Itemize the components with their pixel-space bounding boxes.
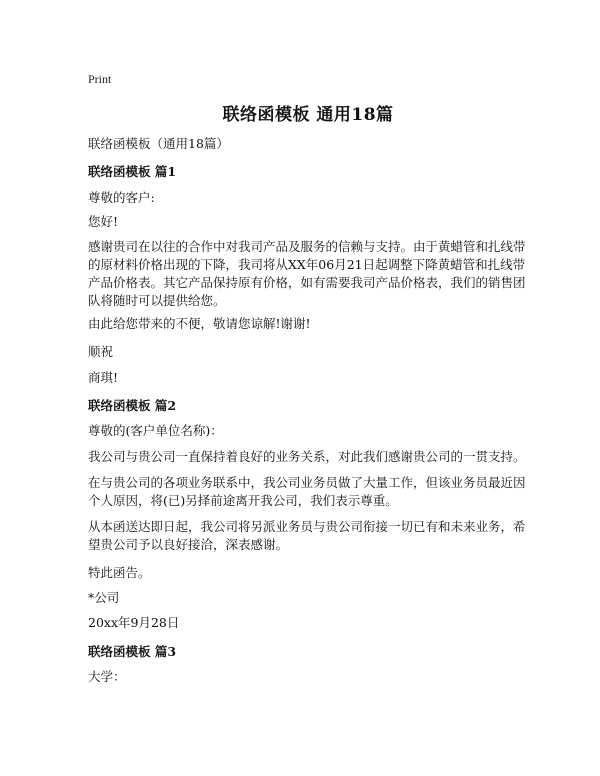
section-heading-3: 联络函模板 篇3 xyxy=(88,644,177,659)
company-signature-2: *公司 xyxy=(88,590,120,605)
salutation-2: 尊敬的(客户单位名称)： xyxy=(88,423,223,438)
greeting-1: 您好! xyxy=(88,214,119,229)
body-paragraph-1: 感谢贵司在以往的合作中对我司产品及服务的信赖与支持。由于黄蜡管和扎线带的原材料价格出现的下降，我司将从XX年06月21日起调整下降黄蜡管和扎线带产品价格表。其它产品保持原有价格，如有需要我司产品价格表，我们的销售团队将随时可以提供给您。 xyxy=(88,239,526,308)
document-subtitle: 联络函模板（通用18篇） xyxy=(88,136,229,151)
body-paragraph-2c: 从本函送达即日起，我公司将另派业务员与贵公司衔接一切已有和未来业务，希望贵公司予以良好接洽，深表感谢。 xyxy=(88,519,526,552)
closing-line-1: 顺祝 xyxy=(88,344,114,359)
body-paragraph-2b: 在与贵公司的各项业务联系中，我公司业务员做了大量工作，但该业务员最近因个人原因，将(已)另择前途离开我公司，我们表示尊重。 xyxy=(88,475,526,508)
section-heading-1: 联络函模板 篇1 xyxy=(88,164,177,179)
page-title: 联络函模板 通用18篇 xyxy=(222,105,394,125)
print-link[interactable]: Print xyxy=(88,72,112,86)
salutation-1: 尊敬的客户: xyxy=(88,190,155,205)
salutation-3: 大学： xyxy=(88,669,126,684)
notice-line-2: 特此函告。 xyxy=(88,565,151,580)
body-paragraph-2a: 我公司与贵公司一直保持着良好的业务关系，对此我们感谢贵公司的一贯支持。 xyxy=(88,449,526,464)
section-heading-2: 联络函模板 篇2 xyxy=(88,398,177,413)
apology-paragraph-1: 由此给您带来的不便，敬请您谅解!谢谢! xyxy=(88,316,311,331)
letter-date-2: 20xx年9月28日 xyxy=(88,615,180,630)
closing-line-2: 商琪! xyxy=(88,370,119,385)
